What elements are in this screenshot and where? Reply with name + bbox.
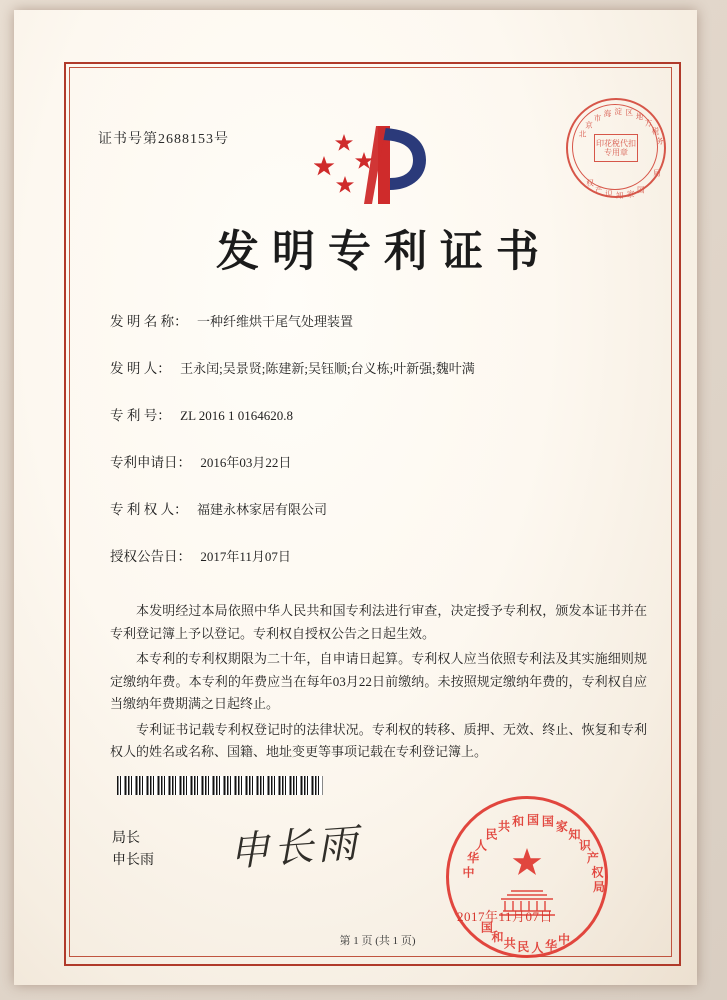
field-value: 王永闰;吴景贤;陈建新;吴钰顺;台义栋;叶新强;魏叶满 xyxy=(180,361,475,376)
field-label: 专利申请日： xyxy=(110,455,191,470)
field-label: 专 利 号： xyxy=(110,408,171,423)
legal-paragraph: 本专利的专利权期限为二十年，自申请日起算。专利权人应当依照专利法及其实施细则规定缴纳年费。本专利的年费应当在每年03月22日前缴纳。未按照规定缴纳年费的，专利权自应当缴纳年费期满之日起终止。 xyxy=(110,651,647,711)
barcode xyxy=(117,776,323,795)
signature-role: 局长 xyxy=(112,831,140,846)
field-value: 一种纤维烘干尾气处理装置 xyxy=(197,314,354,329)
signature-name: 申长雨 xyxy=(112,853,154,868)
handwritten-signature: 申长雨 xyxy=(227,820,363,876)
field-value: 2017年11月07日 xyxy=(200,549,291,564)
field-grant-date xyxy=(110,545,650,565)
seal-center-text: 印花税代扣专用章 xyxy=(594,134,638,162)
tax-stamp-seal xyxy=(566,98,666,198)
seal-top-arc-text: 北 京 市 海 淀 区 地 方 税 务 局 国 家 知 识 产 权 xyxy=(578,107,664,200)
field-inventors xyxy=(110,357,650,377)
legal-paragraph: 本发明经过本局依照中华人民共和国专利法进行审查，决定授予专利权，颁发本证书并在专利登记簿上予以登记。专利权自授权公告之日起生效。 xyxy=(110,603,647,641)
field-value: 2016年03月22日 xyxy=(200,455,292,470)
field-application-date xyxy=(110,451,650,471)
star-icon xyxy=(512,847,542,877)
field-value: 福建永林家居有限公司 xyxy=(197,502,328,517)
patent-emblem-icon xyxy=(314,120,444,210)
field-patentee xyxy=(110,498,650,518)
signature-block xyxy=(112,828,154,872)
page-title: 发明专利证书 xyxy=(216,227,552,277)
field-invention-name xyxy=(110,310,650,330)
field-label: 发 明 人： xyxy=(110,361,171,376)
legal-paragraph: 专利证书记载专利权登记时的法律状况。专利权的转移、质押、无效、终止、恢复和专利权人的姓名或名称、国籍、地址变更等事项记载在专利登记簿上。 xyxy=(110,721,647,759)
legal-text xyxy=(110,600,647,767)
certificate-fields xyxy=(110,310,650,592)
certificate-paper xyxy=(14,10,697,985)
field-value: ZL 2016 1 0164620.8 xyxy=(180,408,294,423)
field-label: 授权公告日： xyxy=(110,549,191,564)
seal-main-arc-text: 中 华 人 民 共 和 国 国 家 知 识 产 权 局 中 华 人 民 共 和 国 xyxy=(462,813,606,955)
certificate-number: 证书号第2688153号 xyxy=(98,132,229,147)
seal-date: 2017年11月07日 xyxy=(457,909,554,924)
field-label: 发 明 名 称： xyxy=(110,314,188,329)
field-patent-number xyxy=(110,404,650,424)
field-label: 专 利 权 人： xyxy=(110,502,188,517)
page-footer: 第 1 页 (共 1 页) xyxy=(339,935,416,947)
